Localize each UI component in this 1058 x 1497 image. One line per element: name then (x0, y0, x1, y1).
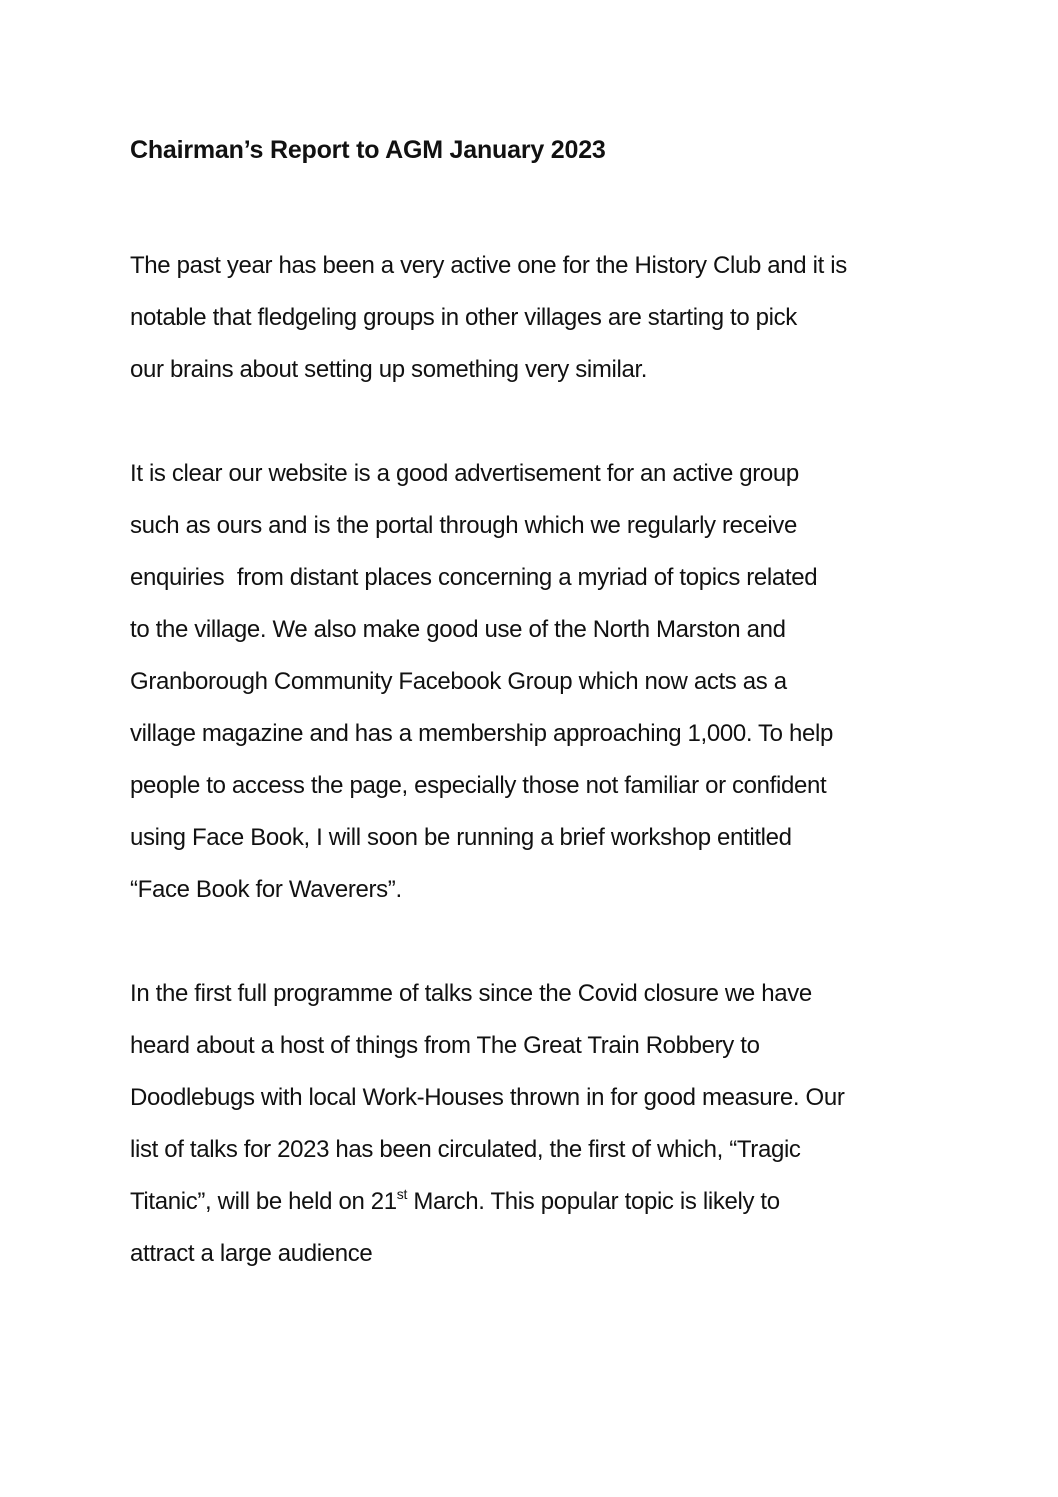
text-line: people to access the page, especially those not familiar or confident (130, 772, 827, 799)
text-fragment: Titanic”, will be held on 21 (130, 1188, 397, 1215)
text-line: such as ours and is the portal through which we regularly receive (130, 512, 797, 539)
text-line: our brains about setting up something very similar. (130, 356, 648, 383)
text-line: village magazine and has a membership approaching 1,000. To help (130, 720, 833, 747)
report-title: Chairman’s Report to AGM January 2023 (130, 136, 606, 164)
text-line: attract a large audience (130, 1240, 373, 1267)
text-line: to the village. We also make good use of the North Marston and (130, 616, 786, 643)
paragraph-website (130, 448, 970, 916)
text-line: enquiries from distant places concerning a myriad of topics related (130, 564, 818, 591)
text-line: Granborough Community Facebook Group which now acts as a (130, 668, 787, 695)
paragraph-talks (130, 968, 970, 1280)
text-line: “Face Book for Waverers”. (130, 876, 402, 903)
text-line: Doodlebugs with local Work-Houses thrown in for good measure. Our (130, 1084, 845, 1111)
text-line: using Face Book, I will soon be running a brief workshop entitled (130, 824, 792, 851)
report-body (130, 130, 970, 1280)
text-line: In the first full programme of talks since the Covid closure we have (130, 980, 812, 1007)
paragraph-history-club (130, 240, 970, 396)
text-fragment: March. This popular topic is likely to (407, 1188, 780, 1215)
text-line: notable that fledgeling groups in other villages are starting to pick (130, 304, 797, 331)
ordinal-suffix: st (396, 1186, 407, 1202)
text-line: It is clear our website is a good advertisement for an active group (130, 460, 799, 487)
text-line-with-date (130, 1176, 970, 1228)
text-line: list of talks for 2023 has been circulated, the first of which, “Tragic (130, 1136, 801, 1163)
text-line: The past year has been a very active one for the History Club and it is (130, 252, 847, 279)
text-line: heard about a host of things from The Great Train Robbery to (130, 1032, 760, 1059)
